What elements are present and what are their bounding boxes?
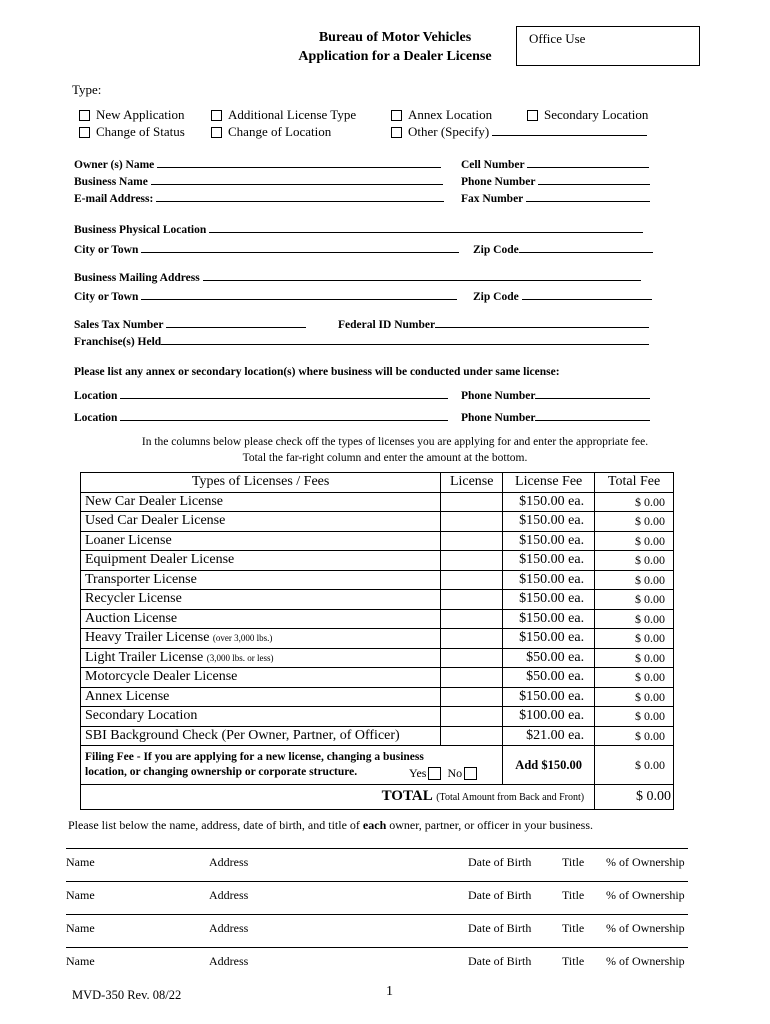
location-line[interactable] [120,388,448,399]
license-checkbox-cell[interactable] [441,726,503,746]
license-checkbox-cell[interactable] [441,512,503,532]
owner-column-label: Title [562,954,585,968]
total-fee[interactable]: $ 0.00 [595,590,674,610]
new-application-option[interactable]: New Application [79,107,184,123]
owner-column-label: % of Ownership [606,855,685,869]
table-row [81,668,674,688]
total-fee[interactable]: $ 0.00 [595,629,674,649]
city-town-field[interactable]: City or Town [74,242,459,256]
license-checkbox-cell[interactable] [441,648,503,668]
federal-id-line[interactable] [435,317,649,328]
license-fee-table [80,472,674,810]
owner-entry-line[interactable] [66,947,688,948]
license-fee: $50.00 ea. [503,648,595,668]
license-type-label: Auction License [85,610,178,626]
location-line[interactable] [120,410,448,421]
total-fee[interactable]: $ 0.00 [595,707,674,727]
license-type [81,570,441,590]
total-fee[interactable]: $ 0.00 [595,609,674,629]
fax-line[interactable] [526,191,650,202]
checkbox[interactable] [391,127,402,138]
location-phone-line[interactable] [535,410,650,421]
yes-no-choice[interactable]: Yes No [409,766,483,781]
grand-total-value[interactable]: $ 0.00 [595,785,674,810]
license-type-label: Motorcycle Dealer License [85,669,238,685]
checkbox[interactable] [79,127,90,138]
license-type-label: Annex License [85,688,170,704]
license-type [81,707,441,727]
license-type-label: Light Trailer License [85,649,204,665]
owner-column-label: Title [562,888,585,902]
total-fee[interactable]: $ 0.00 [595,531,674,551]
no-checkbox[interactable] [464,767,477,780]
license-type-label: Recycler License [85,591,182,607]
location-field-1[interactable]: Location [74,388,448,402]
annex-prompt: Please list any annex or secondary location(s) where business will be conducted under same license: [74,366,560,378]
other-specify-option[interactable]: Other (Specify) [391,124,647,140]
table-row [81,707,674,727]
total-fee[interactable]: $ 0.00 [595,687,674,707]
owner-column-label: Title [562,855,585,869]
license-type [81,629,441,649]
form-subtitle: Application for a Dealer License [298,49,492,64]
owner-column-label: Name [66,921,95,935]
owner-column-label: Address [209,855,249,869]
location-field-2[interactable]: Location [74,410,448,424]
license-fee: $150.00 ea. [503,687,595,707]
license-type [81,492,441,512]
license-note: (over 3,000 lbs.) [212,633,273,644]
table-row [81,492,674,512]
license-checkbox-cell[interactable] [441,492,503,512]
zip-code-field[interactable]: Zip Code [473,242,653,256]
license-type-label: Transporter License [85,571,197,587]
license-checkbox-cell[interactable] [441,629,503,649]
mailing-zip-field[interactable]: Zip Code [473,289,652,303]
table-row [81,512,674,532]
table-row [81,726,674,746]
table-row [81,648,674,668]
mailing-city-field[interactable]: City or Town [74,289,457,303]
license-checkbox-cell[interactable] [441,687,503,707]
owner-column-label: Title [562,921,585,935]
license-fee: $150.00 ea. [503,590,595,610]
yes-checkbox[interactable] [428,767,441,780]
license-checkbox-cell[interactable] [441,668,503,688]
location-phone-2[interactable]: Phone Number [461,410,650,424]
license-checkbox-cell[interactable] [441,531,503,551]
sales-tax-line[interactable] [166,317,306,328]
fax-number-field[interactable]: Fax Number [461,191,650,205]
table-row [81,570,674,590]
license-type-label: Loaner License [85,532,172,548]
instructions-line-1: In the columns below please check off the types of licenses you are applying for and enter the appropriate fee. [141,436,649,448]
license-checkbox-cell[interactable] [441,590,503,610]
owner-entry-line[interactable] [66,848,688,849]
total-label: TOTAL (Total Amount from Back and Front) [81,785,595,810]
license-type-label: New Car Dealer License [85,493,223,509]
location-phone-line[interactable] [535,388,650,399]
secondary-location-option[interactable]: Secondary Location [527,107,648,123]
owner-column-label: Date of Birth [468,855,532,869]
owner-column-label: Date of Birth [468,954,532,968]
table-row [81,609,674,629]
license-type [81,648,441,668]
license-checkbox-cell[interactable] [441,570,503,590]
business-name-line[interactable] [151,174,443,185]
owner-column-label: Name [66,888,95,902]
license-fee: $21.00 ea. [503,726,595,746]
license-fee: $150.00 ea. [503,570,595,590]
total-fee[interactable]: $ 0.00 [595,668,674,688]
phone-line[interactable] [538,174,650,185]
type-label: Type: [72,82,102,97]
additional-license-type-option[interactable]: Additional License Type [211,107,356,123]
owner-column-label: Address [209,921,249,935]
mailing-address-field[interactable]: Business Mailing Address [74,270,641,284]
owner-name-field[interactable]: Owner (s) Name [74,157,441,171]
form-title: Bureau of Motor Vehicles [318,30,472,45]
physical-location-line[interactable] [209,222,643,233]
license-type [81,609,441,629]
change-of-status-option[interactable]: Change of Status [79,124,185,140]
license-type [81,551,441,571]
form-id: MVD-350 Rev. 08/22 [72,988,182,1002]
total-fee[interactable]: $ 0.00 [595,570,674,590]
license-type-label: Heavy Trailer License [85,630,210,646]
annex-location-option[interactable]: Annex Location [391,107,492,123]
cell-line[interactable] [527,157,649,168]
franchises-line[interactable] [161,334,649,345]
total-fee[interactable]: $ 0.00 [595,648,674,668]
license-fee: $150.00 ea. [503,629,595,649]
page-number: 1 [386,984,393,999]
mailing-address-line[interactable] [203,270,641,281]
filing-fee-description: Filing Fee - If you are applying for a new license, changing a business location, or changing ownership or corporate structure. Yes No [81,746,503,785]
total-fee[interactable]: $ 0.00 [595,726,674,746]
column-header: Types of Licenses / Fees [81,473,441,493]
license-fee: $150.00 ea. [503,531,595,551]
license-type-label: Secondary Location [85,708,198,724]
license-note: (3,000 lbs. or less) [206,652,274,663]
table-row [81,590,674,610]
license-type [81,512,441,532]
license-checkbox-cell[interactable] [441,551,503,571]
license-fee: $50.00 ea. [503,668,595,688]
checkbox[interactable] [211,127,222,138]
checkbox[interactable] [391,110,402,121]
location-phone-1[interactable]: Phone Number [461,388,650,402]
email-line[interactable] [156,191,444,202]
email-field[interactable]: E-mail Address: [74,191,444,205]
city-line[interactable] [141,242,459,253]
mailing-zip-line[interactable] [522,289,652,300]
owner-column-label: Name [66,954,95,968]
license-type [81,531,441,551]
owner-column-label: % of Ownership [606,888,685,902]
owners-prompt: Please list below the name, address, date of birth, and title of each owner, partner, or officer in your business. [68,818,594,832]
table-row [81,629,674,649]
franchises-field[interactable]: Franchise(s) Held [74,334,649,348]
column-header: License Fee [503,473,595,493]
owner-entry-line[interactable] [66,914,688,915]
license-type [81,687,441,707]
checkbox[interactable] [79,110,90,121]
license-fee: $150.00 ea. [503,512,595,532]
filing-fee-row [81,746,674,785]
license-type [81,726,441,746]
owner-column-label: Date of Birth [468,888,532,902]
checkbox[interactable] [527,110,538,121]
total-fee[interactable]: $ 0.00 [595,551,674,571]
license-checkbox-cell[interactable] [441,609,503,629]
license-fee: $150.00 ea. [503,492,595,512]
sales-tax-field[interactable]: Sales Tax Number [74,317,306,331]
table-row [81,531,674,551]
license-checkbox-cell[interactable] [441,707,503,727]
cell-number-field[interactable]: Cell Number [461,157,649,171]
table-row [81,687,674,707]
license-type-label: Equipment Dealer License [85,552,235,568]
table-row [81,551,674,571]
instructions-line-2: Total the far-right column and enter the amount at the bottom. [242,452,528,464]
business-name-field[interactable]: Business Name [74,174,443,188]
owner-column-label: Address [209,954,249,968]
office-use-box: Office Use [516,26,700,66]
license-type [81,590,441,610]
total-fee[interactable]: $ 0.00 [595,492,674,512]
owner-column-label: % of Ownership [606,954,685,968]
owner-column-label: % of Ownership [606,921,685,935]
license-type-label: Used Car Dealer License [85,513,226,529]
license-type [81,668,441,688]
column-header: Total Fee [595,473,674,493]
federal-id-field[interactable]: Federal ID Number [338,317,649,331]
owner-column-label: Name [66,855,95,869]
filing-fee-amount: Add $150.00 [503,746,595,785]
owner-entry-line[interactable] [66,881,688,882]
total-fee[interactable]: $ 0.00 [595,512,674,532]
owner-column-label: Address [209,888,249,902]
column-header: License [441,473,503,493]
license-fee: $150.00 ea. [503,551,595,571]
filing-fee-total[interactable]: $ 0.00 [595,746,674,785]
owner-column-label: Date of Birth [468,921,532,935]
other-specify-line[interactable] [492,125,647,136]
physical-location-field[interactable]: Business Physical Location [74,222,643,236]
checkbox[interactable] [211,110,222,121]
table-header-row [81,473,674,493]
license-type-label: SBI Background Check (Per Owner, Partner, of Officer) [85,727,400,743]
zip-line[interactable] [519,242,653,253]
phone-number-field[interactable]: Phone Number [461,174,650,188]
license-fee: $150.00 ea. [503,609,595,629]
license-fee: $100.00 ea. [503,707,595,727]
change-of-location-option[interactable]: Change of Location [211,124,331,140]
owner-name-line[interactable] [157,157,441,168]
mailing-city-line[interactable] [141,289,457,300]
grand-total-row [81,785,674,810]
